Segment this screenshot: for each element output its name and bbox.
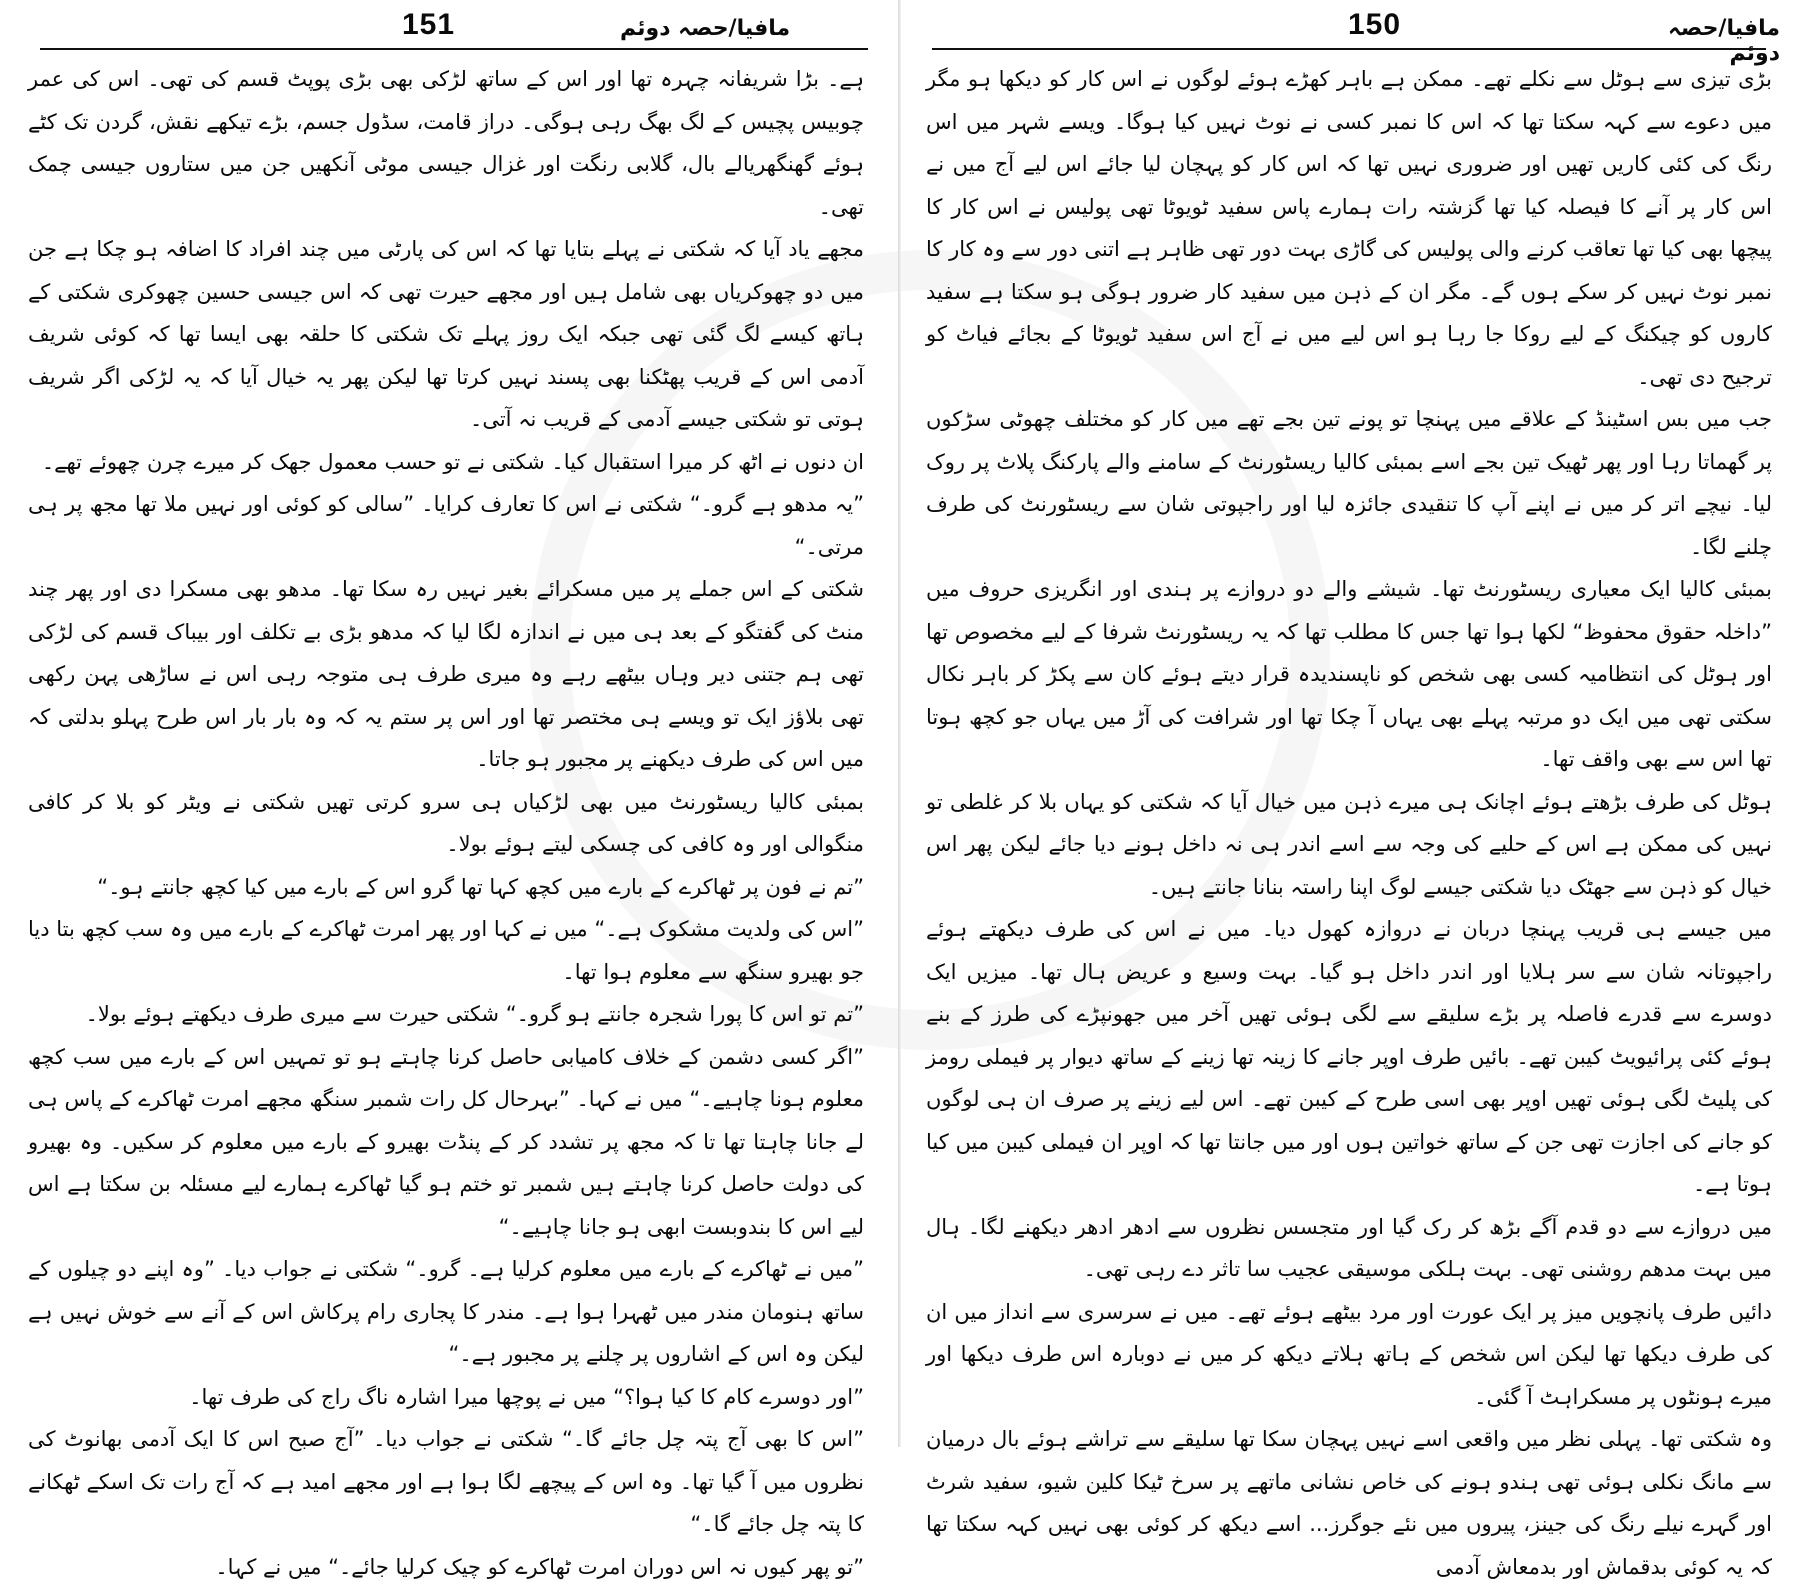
right-paragraph-6: میں دروازے سے دو قدم آگے بڑھ کر رک گیا اور متجسس نظروں سے ادھر ادھر دیکھنے لگا۔ ہال میں بہت مدھم روشنی تھی۔ بہت ہلکی موسیقی عجیب سا تاثر دے رہی تھی۔: [926, 1206, 1772, 1291]
right-paragraph-1: بڑی تیزی سے ہوٹل سے نکلے تھے۔ ممکن ہے باہر کھڑے ہوئے لوگوں نے اس کار کو دیکھا ہو مگر میں دعوے سے کہہ سکتا تھا کہ اس کا نمبر کسی نے نوٹ نہیں کیا ہوگا۔ ویسے شہر میں اس رنگ کی کئی کاریں تھیں اور ضروری نہیں تھا کہ اس کار کو پہچان لیا جائے اس لیے آج میں نے اس کار پر آنے کا فیصلہ کیا تھا گزشتہ رات ہمارے پاس سفید ٹویوٹا تھی پولیس نے اس کار کا پیچھا بھی کیا تھا تعاقب کرنے والی پولیس کی گاڑی بہت دور تھی ظاہر ہے اتنی دور سے وہ کار کا نمبر نوٹ نہیں کر سکے ہوں گے۔ مگر ان کے ذہن میں سفید کار ضرور ہوگی ہو سکتا ہے سفید کاروں کو چیکنگ کے لیے روکا جا رہا ہو اس لیے میں نے آج اس سفید ٹویوٹا کے بجائے فیاٹ کو ترجیح دی تھی۔: [926, 58, 1772, 398]
left-paragraph-12: ”اور دوسرے کام کا کیا ہوا؟“ میں نے پوچھا میرا اشارہ ناگ راج کی طرف تھا۔: [28, 1376, 864, 1419]
right-paragraph-8: وہ شکتی تھا۔ پہلی نظر میں واقعی اسے نہیں پہچان سکا تھا سلیقے سے تراشے ہوئے بال درمیان سے مانگ نکلی ہوئی تھی ہندو ہونے کی خاص نشانی ماتھے پر سرخ ٹیکا کلین شیو، سفید شرٹ اور گہرے نیلے رنگ کی جینز، پیروں میں نئے جوگرز... اسے دیکھ کر کوئی بھی نہیں کہہ سکتا تھا کہ یہ کوئی بدقماش اور بدمعاش آدمی: [926, 1418, 1772, 1588]
right-paragraph-7: دائیں طرف پانچویں میز پر ایک عورت اور مرد بیٹھے ہوئے تھے۔ میں نے سرسری سے انداز میں ان کی طرف دیکھا تھا لیکن اس شخص کے ہاتھ ہلاتے دیکھ کر میں نے دوبارہ اس طرف دیکھا اور میرے ہونٹوں پر مسکراہٹ آ گئی۔: [926, 1291, 1772, 1419]
left-page: [20, 0, 880, 1447]
left-paragraph-5: شکتی کے اس جملے پر میں مسکرائے بغیر نہیں رہ سکا تھا۔ مدھو بھی مسکرا دی اور پھر چند منٹ کی گفتگو کے بعد ہی میں نے اندازہ لگا لیا کہ مدھو بڑی بے تکلف اور بیباک قسم کی لڑکی تھی ہم جتنی دیر وہاں بیٹھے رہے وہ میری طرف ہی متوجہ رہی اس نے ساڑھی پہن رکھی تھی بلاؤز ایک تو ویسے ہی مختصر تھا اور اس پر ستم یہ کہ وہ بار بار اس طرح پہلو بدلتی کہ میں اس کی طرف دیکھنے پر مجبور ہو جاتا۔: [28, 568, 864, 781]
left-paragraph-7: ”تم نے فون پر ٹھاکرے کے بارے میں کچھ کہا تھا گرو اس کے بارے میں کیا کچھ جانتے ہو۔“: [28, 866, 864, 909]
right-paragraph-3: بمبئی کالیا ایک معیاری ریسٹورنٹ تھا۔ شیشے والے دو دروازے پر ہندی اور انگریزی حروف میں ”داخلہ حقوق محفوظ“ لکھا ہوا تھا جس کا مطلب تھا کہ یہ ریسٹورنٹ شرفا کے لیے مخصوص تھا اور ہوٹل کی انتظامیہ کسی بھی شخص کو ناپسندیدہ قرار دیتے ہوئے کان سے پکڑ کر باہر نکال سکتی تھی میں ایک دو مرتبہ پہلے بھی یہاں آ چکا تھا اور شرافت کی آڑ میں یہاں جو کچھ ہوتا تھا اس سے بھی واقف تھا۔: [926, 568, 1772, 781]
left-paragraph-13: ”اس کا بھی آج پتہ چل جائے گا۔“ شکتی نے جواب دیا۔ ”آج صبح اس کا ایک آدمی بھانوٹ کی نظروں میں آ گیا تھا۔ وہ اس کے پیچھے لگا ہوا ہے اور مجھے امید ہے کہ آج رات تک اسکے ٹھکانے کا پتہ چل جائے گا۔“: [28, 1418, 864, 1546]
left-paragraph-10: ”اگر کسی دشمن کے خلاف کامیابی حاصل کرنا چاہتے ہو تو تمہیں اس کے بارے میں سب کچھ معلوم ہونا چاہیے۔“ میں نے کہا۔ ”بہرحال کل رات شمبر سنگھ مجھے امرت ٹھاکرے کے پاس ہی لے جانا چاہتا تھا تا کہ مجھ پر تشدد کر کے پنڈت بھیرو کے بارے میں معلوم کر سکیں۔ وہ بھیرو کی دولت حاصل کرنا چاہتے ہیں شمبر تو ختم ہو گیا ٹھاکرے ہمارے لیے مسئلہ بن سکتا ہے اس لیے اس کا بندوبست ابھی ہو جانا چاہیے۔“: [28, 1036, 864, 1249]
left-page-header: [20, 6, 880, 46]
left-paragraph-6: بمبئی کالیا ریسٹورنٹ میں بھی لڑکیاں ہی سرو کرتی تھیں شکتی نے ویٹر کو بلا کر کافی منگوالی اور وہ کافی کی چسکی لیتے ہوئے بولا۔: [28, 781, 864, 866]
left-header-rule: [40, 48, 868, 50]
left-paragraph-3: ان دنوں نے اٹھ کر میرا استقبال کیا۔ شکتی نے تو حسب معمول جھک کر میرے چرن چھوئے تھے۔: [28, 441, 864, 484]
left-page-number: 151: [402, 8, 455, 42]
left-running-title: مافیا/حصہ دوئم: [620, 16, 790, 41]
right-page-number: 150: [1348, 8, 1401, 42]
right-page: [918, 0, 1780, 1447]
right-paragraph-4: ہوٹل کی طرف بڑھتے ہوئے اچانک ہی میرے ذہن میں خیال آیا کہ شکتی کو یہاں بلا کر غلطی تو نہیں کی ممکن ہے اس کے حلیے کی وجہ سے اسے اندر ہی نہ داخل ہونے دیا جائے لیکن پھر اس خیال کو ذہن سے جھٹک دیا شکتی جیسے لوگ اپنا راستہ بنانا جانتے ہیں۔: [926, 781, 1772, 909]
left-paragraph-14: ”تو پھر کیوں نہ اس دوران امرت ٹھاکرے کو چیک کرلیا جائے۔“ میں نے کہا۔: [28, 1546, 864, 1588]
right-page-header: [918, 6, 1780, 46]
left-paragraph-8: ”اس کی ولدیت مشکوک ہے۔“ میں نے کہا اور پھر امرت ٹھاکرے کے بارے میں وہ سب کچھ بتا دیا جو بھیرو سنگھ سے معلوم ہوا تھا۔: [28, 908, 864, 993]
left-page-body: [28, 58, 864, 1439]
left-paragraph-11: ”میں نے ٹھاکرے کے بارے میں معلوم کرلیا ہے۔ گرو۔“ شکتی نے جواب دیا۔ ”وہ اپنے دو چیلوں کے ساتھ ہنومان مندر میں ٹھہرا ہوا ہے۔ مندر کا پجاری رام پرکاش اس کے آنے سے خوش نہیں ہے لیکن وہ اس کے اشاروں پر چلنے پر مجبور ہے۔“: [28, 1248, 864, 1376]
left-paragraph-1: ہے۔ بڑا شریفانہ چہرہ تھا اور اس کے ساتھ لڑکی بھی بڑی پوپٹ قسم کی تھی۔ اس کی عمر چوبیس پچیس کے لگ بھگ رہی ہوگی۔ دراز قامت، سڈول جسم، بڑے تیکھے نقش، گردن تک کٹے ہوئے گھنگھریالے بال، گلابی رنگت اور غزال جیسی موٹی آنکھیں جن میں ستاروں جیسی چمک تھی۔: [28, 58, 864, 228]
book-gutter: [898, 0, 901, 1447]
right-page-body: [926, 58, 1772, 1439]
right-paragraph-5: میں جیسے ہی قریب پہنچا دربان نے دروازہ کھول دیا۔ میں نے اس کی طرف دیکھتے ہوئے راجپوتانہ شان سے سر ہلایا اور اندر داخل ہو گیا۔ بہت وسیع و عریض ہال تھا۔ میزیں ایک دوسرے سے قدرے فاصلہ پر بڑے سلیقے سے لگی ہوئی تھیں آخر میں جھونپڑے کی طرز کے بنے ہوئے کئی پرائیویٹ کیبن تھے۔ بائیں طرف اوپر جانے کا زینہ تھا زینے کے ساتھ دیوار پر فیملی رومز کی پلیٹ لگی ہوئی تھیں اوپر بھی اسی طرح کے کیبن تھے۔ اس لیے زینے پر صرف ان ہی لوگوں کو جانے کی اجازت تھی جن کے ساتھ خواتین ہوں اور میں جانتا تھا کہ اوپر ان فیملی کیبن میں کیا ہوتا ہے۔: [926, 908, 1772, 1206]
left-paragraph-9: ”تم تو اس کا پورا شجرہ جانتے ہو گرو۔“ شکتی حیرت سے میری طرف دیکھتے ہوئے بولا۔: [28, 993, 864, 1036]
right-header-rule: [932, 48, 1766, 50]
right-paragraph-2: جب میں بس اسٹینڈ کے علاقے میں پہنچا تو پونے تین بجے تھے میں کار کو مختلف چھوٹی سڑکوں پر گھماتا رہا اور پھر ٹھیک تین بجے اسے بمبئی کالیا ریسٹورنٹ کے سامنے والے پارکنگ پلاٹ پر روک لیا۔ نیچے اتر کر میں نے اپنے آپ کا تنقیدی جائزہ لیا اور راجپوتی شان سے ریسٹورنٹ کی طرف چلنے لگا۔: [926, 398, 1772, 568]
right-running-title: مافیا/حصہ دوئم: [1618, 16, 1780, 66]
left-paragraph-4: ”یہ مدھو ہے گرو۔“ شکتی نے اس کا تعارف کرایا۔ ”سالی کو کوئی اور نہیں ملا تھا مجھ پر ہی مرتی۔“: [28, 483, 864, 568]
left-paragraph-2: مجھے یاد آیا کہ شکتی نے پہلے بتایا تھا کہ اس کی پارٹی میں چند افراد کا اضافہ ہو چکا ہے جن میں دو چھوکریاں بھی شامل ہیں اور مجھے حیرت تھی کہ اس جیسی حسین چھوکری شکتی کے ہاتھ کیسے لگ گئی تھی جبکہ ایک روز پہلے تک شکتی کا حلقہ بھی ایسا تھا کہ کوئی شریف آدمی اس کے قریب پھٹکنا بھی پسند نہیں کرتا تھا لیکن پھر یہ خیال آیا کہ یہ لڑکی اگر شریف ہوتی تو شکتی جیسے آدمی کے قریب نہ آتی۔: [28, 228, 864, 441]
